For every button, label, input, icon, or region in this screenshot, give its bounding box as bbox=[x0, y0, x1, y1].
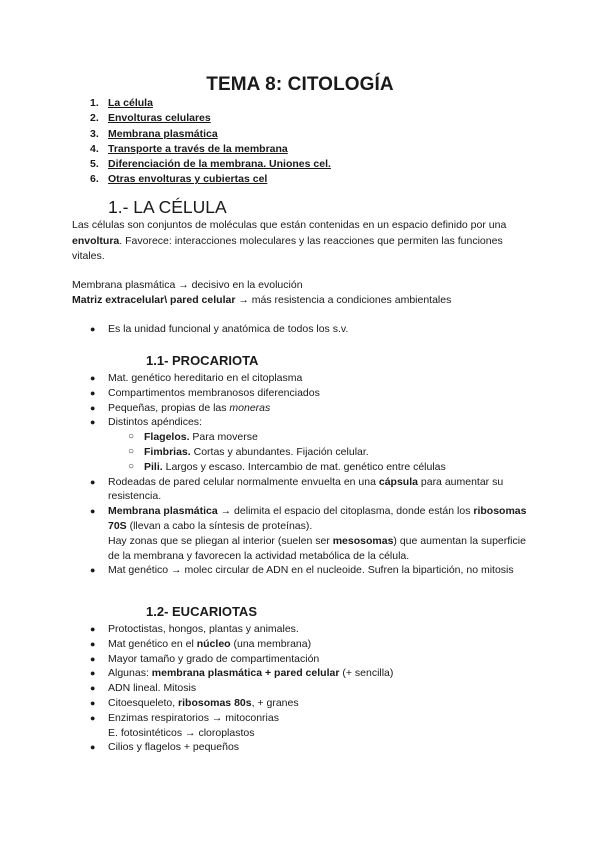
list-item: ● Protoctistas, hongos, plantas y animales. bbox=[90, 623, 299, 635]
list-item: ● Algunas: membrana plasmática + pared celular (+ sencilla) bbox=[90, 667, 394, 680]
sub-list bbox=[108, 430, 530, 474]
toc-item[interactable]: 6. Otras envolturas y cubiertas cel bbox=[90, 173, 268, 186]
bullet-icon: ● bbox=[90, 638, 96, 649]
section-heading-eucariotas: 1.2- EUCARIOTAS bbox=[146, 604, 257, 619]
toc-item[interactable]: 1. La célula bbox=[90, 97, 153, 109]
list-item: ● ADN lineal. Mitosis bbox=[90, 682, 197, 695]
list-item: ● Mat. genético hereditario en el citoplasma bbox=[90, 372, 303, 384]
circle-bullet-icon: ○ bbox=[128, 460, 135, 472]
bullet-icon: ● bbox=[90, 373, 96, 383]
bullet-icon: ● bbox=[90, 697, 96, 708]
toc-item[interactable]: 3. Membrana plasmática bbox=[90, 127, 218, 140]
list-item: ● Citoesqueleto, ribosomas 80s, + granes bbox=[90, 696, 299, 709]
list-item: ● Mat genético → molec circular de ADN en el nucleoide. Sufren la bipartición, no mitosis bbox=[90, 564, 514, 577]
bullet-icon: ● bbox=[90, 417, 96, 428]
sub-list-item: ○ Pili. Largos y escaso. Intercambio de mat. genético entre células bbox=[128, 460, 446, 473]
bullet-list bbox=[90, 322, 530, 337]
bullet-icon: ● bbox=[90, 624, 96, 634]
list-item: ● Mat genético en el núcleo (una membrana) bbox=[90, 637, 312, 650]
bullet-icon: ● bbox=[90, 324, 96, 334]
bullet-icon: ● bbox=[90, 387, 96, 398]
sub-list-item: ○ Fimbrias. Cortas y abundantes. Fijación celular. bbox=[128, 445, 369, 458]
bullet-icon: ● bbox=[90, 683, 96, 694]
bullet-icon: ● bbox=[90, 565, 96, 576]
list-item: ● Enzimas respiratorios → mitoconrias E. fotosintéticos → cloroplastos bbox=[90, 711, 279, 739]
text-line: Membrana plasmática → decisivo en la evolución bbox=[72, 279, 303, 291]
toc-item[interactable]: 5. Diferenciación de la membrana. Uniones cel. bbox=[90, 158, 331, 171]
section-heading-procariota: 1.1- PROCARIOTA bbox=[146, 353, 259, 368]
circle-bullet-icon: ○ bbox=[128, 431, 135, 443]
list-item: ● Es la unidad funcional y anatómica de todos los s.v. bbox=[90, 323, 349, 335]
bullet-icon: ● bbox=[90, 476, 96, 487]
bullet-icon: ● bbox=[90, 506, 96, 517]
section-heading-celula: 1.- LA CÉLULA bbox=[108, 197, 227, 217]
list-item: ● Distintos apéndices: ○ Flagelos. Para moverse ○ Fimbrias. Cortas y abundantes. Fijación celular. ○ Pili. Largos y escaso. Intercambio de mat. genético entre células bbox=[90, 415, 530, 474]
list-item: ● Compartimentos membranosos diferenciados bbox=[90, 386, 320, 399]
circle-bullet-icon: ○ bbox=[128, 445, 135, 457]
toc-item[interactable]: 2. Envolturas celulares bbox=[90, 112, 211, 125]
intro-paragraph: Las células son conjuntos de moléculas que están contenidas en un espacio definido por una envoltura. Favorece: interacciones moleculares y las reacciones que permiten las funciones vitales. bbox=[72, 219, 507, 263]
table-of-contents bbox=[90, 96, 331, 188]
bullet-icon: ● bbox=[90, 402, 96, 413]
bullet-list bbox=[90, 371, 530, 578]
bullet-icon: ● bbox=[90, 668, 96, 679]
sub-list-item: ○ Flagelos. Para moverse bbox=[128, 431, 258, 444]
bullet-list bbox=[90, 622, 530, 755]
list-item: ● Cilios y flagelos + pequeños bbox=[90, 741, 240, 754]
bullet-icon: ● bbox=[90, 653, 96, 664]
page-title: TEMA 8: CITOLOGÍA bbox=[206, 74, 394, 95]
list-item: ● Pequeñas, propias de las moneras bbox=[90, 401, 271, 414]
bullet-icon: ● bbox=[90, 742, 96, 753]
text-line: Matriz extracelular\ pared celular → más resistencia a condiciones ambientales bbox=[72, 294, 452, 306]
list-item: ● Mayor tamaño y grado de compartimentación bbox=[90, 652, 320, 665]
list-item: ● Rodeadas de pared celular normalmente envuelta en una cápsula para aumentar su resistencia. bbox=[90, 475, 504, 503]
bullet-icon: ● bbox=[90, 712, 96, 723]
list-item: ● Membrana plasmática → delimita el espacio del citoplasma, donde están los ribosomas 70S (llevan a cabo la síntesis de proteínas). Hay zonas que se pliegan al interior (suelen ser mesosomas) que aumentan la superficie de la membrana y favorecen la actividad metabólica de la célula. bbox=[90, 505, 527, 562]
toc-item[interactable]: 4. Transporte a través de la membrana bbox=[90, 142, 288, 155]
